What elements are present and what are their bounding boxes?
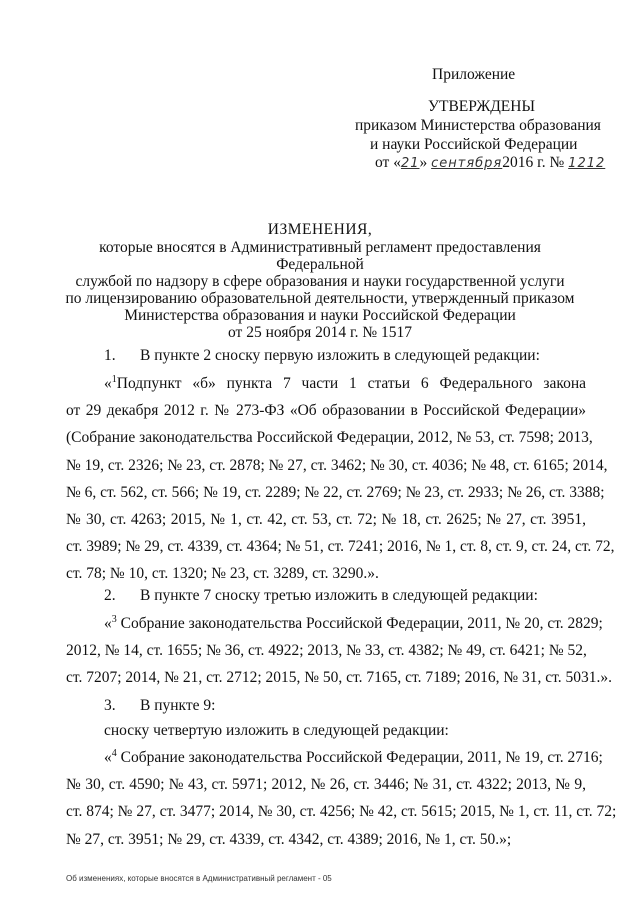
subtitle-line: которые вносятся в Административный регламент предоставления Федеральной xyxy=(99,239,541,273)
item-2-quote xyxy=(66,610,612,692)
quote-line xyxy=(66,370,586,397)
quote-text: Собрание законодательства Российской Федерации, 2011, № 20, ст. 2829; xyxy=(116,615,603,632)
quote-line: ст. 3989; № 29, ст. 4339, ст. 4364; № 51, ст. 7241; 2016, № 1, ст. 8, ст. 9, ст. 24, ст. 72, xyxy=(66,538,615,556)
item-3-quote xyxy=(66,744,617,853)
footnote-sup: 1 xyxy=(111,373,117,385)
order-line-1: приказом Министерства образования xyxy=(355,117,601,134)
quote-open: « xyxy=(104,375,112,392)
item-2-text: В пункте 7 сноску третью изложить в следующей редакции: xyxy=(140,587,538,604)
quote-open: « xyxy=(104,749,112,766)
quote-text: Подпункт «б» пункта 7 части 1 статьи 6 Федерального закона xyxy=(116,375,586,392)
document-title: ИЗМЕНЕНИЯ, xyxy=(267,221,373,238)
quote-line: 2012, № 14, ст. 1655; № 36, ст. 4922; 2013, № 33, ст. 4382; № 49, ст. 6421; № 52, xyxy=(66,642,587,660)
quote-line: № 30, ст. 4263; 2015, № 1, ст. 42, ст. 53, ст. 72; № 18, ст. 2625; № 27, ст. 3951, xyxy=(66,511,586,529)
subtitle-line: службой по надзору в сфере образования и науки государственной услуги xyxy=(75,273,565,290)
quote-line xyxy=(66,610,603,637)
date-mid: » xyxy=(419,154,428,171)
quote-line: ст. 7207; 2014, № 21, ст. 2712; 2015, № 50, ст. 7165, ст. 7189; 2016, № 31, ст. 5031.». xyxy=(66,669,612,687)
quote-line: № 6, ст. 562, ст. 566; № 19, ст. 2289; № 22, ст. 2769; № 23, ст. 2933; № 26, ст. 3388; xyxy=(66,483,605,501)
footnote-sup: 3 xyxy=(111,613,117,625)
quote-line xyxy=(66,744,603,771)
quote-line: № 19, ст. 2326; № 23, ст. 2878; № 27, ст. 3462; № 30, ст. 4036; № 48, ст. 6165; 2014, xyxy=(66,456,608,474)
footnote-sup: 4 xyxy=(111,747,117,759)
order-line-2: и науки Российской Федерации xyxy=(370,136,578,153)
date-prefix: от « xyxy=(375,154,401,171)
handwritten-number: 1212 xyxy=(568,156,606,171)
quote-line: ст. 874; № 27, ст. 3477; 2014, № 30, ст. 4256; № 42, ст. 5615; 2015, № 1, ст. 11, ст. 72; xyxy=(66,803,617,821)
subtitle-line: по лицензированию образовательной деятельности, утвержденный приказом xyxy=(65,290,575,307)
approved-heading: УТВЕРЖДЕНЫ xyxy=(428,98,535,115)
item-3-number: 3. xyxy=(104,697,116,714)
subtitle-line: от 25 ноября 2014 г. № 1517 xyxy=(228,324,412,341)
document-subtitle xyxy=(60,239,580,341)
order-date-line xyxy=(375,154,605,172)
subtitle-line: Министерства образования и науки Российской Федерации xyxy=(124,307,516,324)
quote-line: № 27, ст. 3951; № 29, ст. 4339, ст. 4342, ст. 4389; 2016, № 1, ст. 50.»; xyxy=(66,830,512,848)
item-2-number: 2. xyxy=(104,587,116,604)
handwritten-month: сентября xyxy=(431,156,503,171)
item-1-quote xyxy=(66,370,615,588)
item-3-text: В пункте 9: xyxy=(140,697,216,714)
quote-open: « xyxy=(104,615,112,632)
item-1-number: 1. xyxy=(104,347,116,364)
page-footer: Об изменениях, которые вносятся в Административный регламент - 05 xyxy=(66,874,332,883)
handwritten-day: 21 xyxy=(400,156,420,171)
quote-line: ст. 78; № 10, ст. 1320; № 23, ст. 3289, ст. 3290.». xyxy=(66,565,379,583)
item-3-subtext: сноску четвертую изложить в следующей редакции: xyxy=(104,722,449,739)
quote-line: от 29 декабря 2012 г. № 273-ФЗ «Об образовании в Российской Федерации» xyxy=(66,402,586,420)
quote-line: (Собрание законодательства Российской Федерации, 2012, № 53, ст. 7598; 2013, xyxy=(66,429,593,447)
date-year: 2016 г. № xyxy=(502,154,565,171)
quote-line: № 30, ст. 4590; № 43, ст. 5971; 2012, № 26, ст. 3446; № 31, ст. 4322; 2013, № 9, xyxy=(66,776,586,794)
item-1-text: В пункте 2 сноску первую изложить в следующей редакции: xyxy=(140,347,540,364)
appendix-label: Приложение xyxy=(432,66,516,83)
quote-text: Собрание законодательства Российской Федерации, 2011, № 19, ст. 2716; xyxy=(116,749,603,766)
